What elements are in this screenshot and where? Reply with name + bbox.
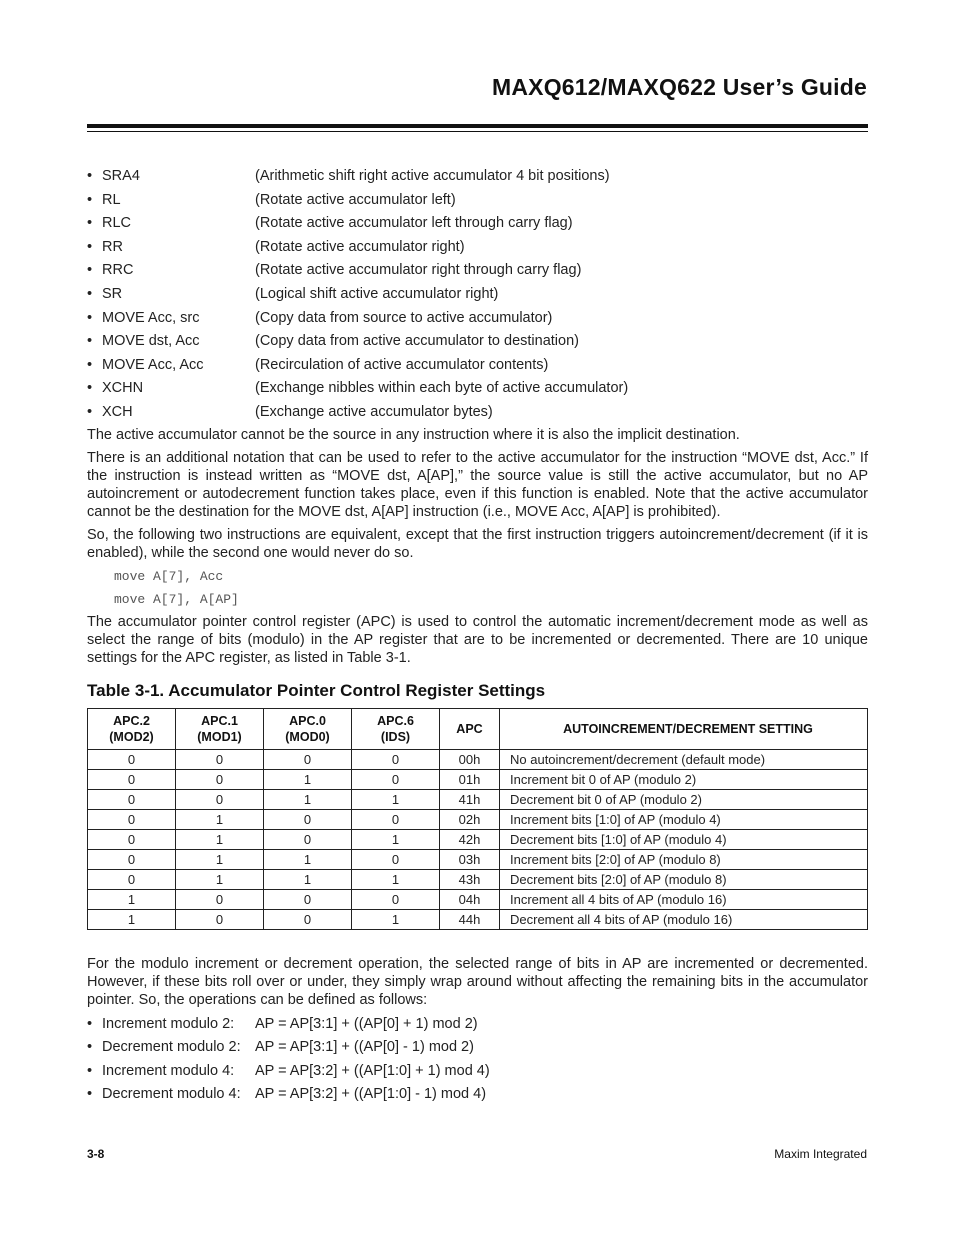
table-cell: Decrement bit 0 of AP (modulo 2): [500, 789, 868, 809]
bullet-icon: •: [87, 262, 93, 279]
formula-equation: AP = AP[3:2] + ((AP[1:0] + 1) mod 4): [255, 1062, 490, 1079]
table-cell: 0: [176, 769, 264, 789]
table-cell: Increment bit 0 of AP (modulo 2): [500, 769, 868, 789]
table-cell: Increment bits [1:0] of AP (modulo 4): [500, 809, 868, 829]
table-cell: 1: [352, 909, 440, 929]
table-row: [88, 769, 868, 789]
column-header: APC: [440, 708, 500, 749]
table-row: [88, 869, 868, 889]
table-cell: 1: [88, 889, 176, 909]
column-header: APC.6 (IDS): [352, 708, 440, 749]
table-cell: 0: [88, 869, 176, 889]
page-number: 3-8: [87, 1147, 105, 1161]
table-cell: 1: [176, 869, 264, 889]
list-item: [87, 213, 868, 237]
table-cell: 04h: [440, 889, 500, 909]
table-cell: 1: [264, 849, 352, 869]
bullet-icon: •: [87, 238, 93, 255]
instruction-name: RL: [102, 191, 121, 208]
table-cell: 0: [352, 769, 440, 789]
bullet-icon: •: [87, 333, 93, 350]
table-cell: 0: [264, 909, 352, 929]
instruction-description: (Copy data from source to active accumulator): [255, 309, 553, 326]
table-cell: 0: [176, 749, 264, 769]
table-cell: 0: [264, 829, 352, 849]
formula-equation: AP = AP[3:2] + ((AP[1:0] - 1) mod 4): [255, 1086, 487, 1103]
formula-equation: AP = AP[3:1] + ((AP[0] - 1) mod 2): [255, 1039, 474, 1056]
table-cell: 0: [176, 909, 264, 929]
bullet-icon: •: [87, 285, 93, 302]
column-header: AUTOINCREMENT/DECREMENT SETTING: [500, 708, 868, 749]
table-cell: 0: [264, 889, 352, 909]
bullet-icon: •: [87, 380, 93, 397]
table-row: [88, 889, 868, 909]
instruction-name: MOVE Acc, Acc: [102, 356, 204, 373]
table-header-row: [88, 708, 868, 749]
formula-label: Decrement modulo 4:: [102, 1086, 241, 1103]
table-row: [88, 789, 868, 809]
paragraph: So, the following two instructions are equivalent, except that the first instruction triggers autoincrement/decrement (if it is enabled), while the second one would never do so.: [87, 526, 868, 561]
list-item: [87, 1014, 868, 1038]
table-cell: Decrement all 4 bits of AP (modulo 16): [500, 909, 868, 929]
table-cell: 02h: [440, 809, 500, 829]
bullet-icon: •: [87, 215, 93, 232]
paragraph: For the modulo increment or decrement operation, the selected range of bits in AP are incremented or decremented. However, if these bits roll over or under, they simply wrap around without affecting the remaining bits in the accumulator pointer. So, the operations can be defined as follows:: [87, 955, 868, 1008]
table-cell: 0: [88, 849, 176, 869]
table-cell: Decrement bits [1:0] of AP (modulo 4): [500, 829, 868, 849]
table-cell: 0: [88, 749, 176, 769]
table-cell: 0: [88, 829, 176, 849]
header-rule-thick: [87, 124, 868, 128]
bullet-icon: •: [87, 1086, 93, 1103]
table-cell: 0: [88, 789, 176, 809]
list-item: [87, 1061, 868, 1085]
list-item: [87, 308, 868, 332]
code-line: move A[7], A[AP]: [114, 591, 239, 607]
formula-equation: AP = AP[3:1] + ((AP[0] + 1) mod 2): [255, 1015, 478, 1032]
instruction-list: [87, 166, 868, 426]
bullet-icon: •: [87, 1062, 93, 1079]
table-cell: 0: [352, 889, 440, 909]
formula-label: Increment modulo 2:: [102, 1015, 235, 1032]
company-name: Maxim Integrated: [774, 1147, 867, 1161]
instruction-name: SR: [102, 285, 123, 302]
table-title: Table 3-1. Accumulator Pointer Control Register Settings: [87, 680, 546, 700]
header-rule-thin: [87, 131, 868, 132]
bullet-icon: •: [87, 168, 93, 184]
table-cell: Increment bits [2:0] of AP (modulo 8): [500, 849, 868, 869]
bullet-icon: •: [87, 309, 93, 326]
table-cell: No autoincrement/decrement (default mode): [500, 749, 868, 769]
instruction-description: (Rotate active accumulator right through carry flag): [255, 262, 582, 279]
table-cell: 43h: [440, 869, 500, 889]
bullet-icon: •: [87, 1015, 93, 1032]
paragraph: The accumulator pointer control register (APC) is used to control the automatic increment/decrement mode as well as select the range of bits (modulo) in the AP register that are to be incremented or decremented. There are 10 unique settings for the APC register, as listed in Table 3-1.: [87, 613, 868, 666]
table-cell: 1: [176, 849, 264, 869]
list-item: [87, 378, 868, 402]
instruction-description: (Logical shift active accumulator right): [255, 285, 499, 302]
table-cell: 44h: [440, 909, 500, 929]
instruction-description: (Exchange active accumulator bytes): [255, 403, 493, 420]
table-row: [88, 829, 868, 849]
table-cell: 41h: [440, 789, 500, 809]
instruction-description: (Recirculation of active accumulator contents): [255, 356, 549, 373]
list-item: [87, 260, 868, 284]
table-cell: 1: [176, 809, 264, 829]
table-row: [88, 849, 868, 869]
table-cell: 1: [176, 829, 264, 849]
instruction-name: RLC: [102, 215, 132, 232]
list-item: [87, 331, 868, 355]
instruction-name: SRA4: [102, 168, 140, 184]
list-item: [87, 1084, 868, 1108]
paragraph: The active accumulator cannot be the source in any instruction where it is also the implicit destination.: [87, 426, 740, 443]
instruction-name: RRC: [102, 262, 134, 279]
instruction-description: (Rotate active accumulator left through carry flag): [255, 215, 573, 232]
instruction-description: (Arithmetic shift right active accumulator 4 bit positions): [255, 168, 610, 184]
instruction-description: (Copy data from active accumulator to destination): [255, 333, 579, 350]
table-cell: 0: [176, 789, 264, 809]
table-cell: 0: [352, 849, 440, 869]
bullet-icon: •: [87, 356, 93, 373]
table-cell: 01h: [440, 769, 500, 789]
instruction-name: XCH: [102, 403, 133, 420]
list-item: [87, 190, 868, 214]
column-header: APC.1 (MOD1): [176, 708, 264, 749]
code-line: move A[7], Acc: [114, 568, 224, 584]
table-cell: 42h: [440, 829, 500, 849]
page-title: MAXQ612/MAXQ622 User’s Guide: [491, 74, 867, 100]
table-cell: 0: [176, 889, 264, 909]
formula-label: Decrement modulo 2:: [102, 1039, 241, 1056]
table-cell: 1: [352, 869, 440, 889]
table-cell: 1: [264, 769, 352, 789]
table-cell: 1: [264, 789, 352, 809]
paragraph: There is an additional notation that can be used to refer to the active accumulator for the instruction “MOVE dst, Acc.” If the instruction is instead written as “MOVE dst, A[AP],” the source value is still the active accumulator, but no AP autoincrement or autodecrement function takes place, even if this function is enabled. Note that the active accumulator cannot be the destination for the MOVE dst, A[AP] instruction (i.e., MOVE Acc, A[AP] is prohibited).: [87, 449, 868, 520]
table-row: [88, 809, 868, 829]
page-content: [87, 166, 868, 1108]
instruction-name: MOVE Acc, src: [102, 309, 200, 326]
bullet-icon: •: [87, 191, 93, 208]
table-row: [88, 749, 868, 769]
table-cell: 1: [352, 829, 440, 849]
table-cell: 0: [264, 809, 352, 829]
column-header: APC.0 (MOD0): [264, 708, 352, 749]
table-cell: 0: [352, 749, 440, 769]
instruction-description: (Rotate active accumulator right): [255, 238, 465, 255]
column-header: APC.2 (MOD2): [88, 708, 176, 749]
table-cell: 0: [88, 769, 176, 789]
table-cell: 1: [352, 789, 440, 809]
table-cell: 00h: [440, 749, 500, 769]
table-cell: 03h: [440, 849, 500, 869]
list-item: [87, 402, 868, 426]
table-cell: 1: [88, 909, 176, 929]
table-cell: 1: [264, 869, 352, 889]
table-cell: 0: [352, 809, 440, 829]
list-item: [87, 237, 868, 261]
instruction-description: (Exchange nibbles within each byte of active accumulator): [255, 380, 629, 397]
bullet-icon: •: [87, 403, 93, 420]
bullet-icon: •: [87, 1039, 93, 1056]
instruction-name: XCHN: [102, 380, 144, 397]
table-cell: 0: [264, 749, 352, 769]
list-item: [87, 355, 868, 379]
formula-label: Increment modulo 4:: [102, 1062, 235, 1079]
table-row: [88, 909, 868, 929]
instruction-name: MOVE dst, Acc: [102, 333, 200, 350]
table-cell: Increment all 4 bits of AP (modulo 16): [500, 889, 868, 909]
table-cell: Decrement bits [2:0] of AP (modulo 8): [500, 869, 868, 889]
apc-settings-table: [87, 708, 868, 930]
instruction-description: (Rotate active accumulator left): [255, 191, 456, 208]
list-item: [87, 284, 868, 308]
instruction-name: RR: [102, 238, 123, 255]
list-item: [87, 1037, 868, 1061]
table-cell: 0: [88, 809, 176, 829]
list-item: [87, 166, 868, 190]
formula-list: [87, 1014, 868, 1108]
